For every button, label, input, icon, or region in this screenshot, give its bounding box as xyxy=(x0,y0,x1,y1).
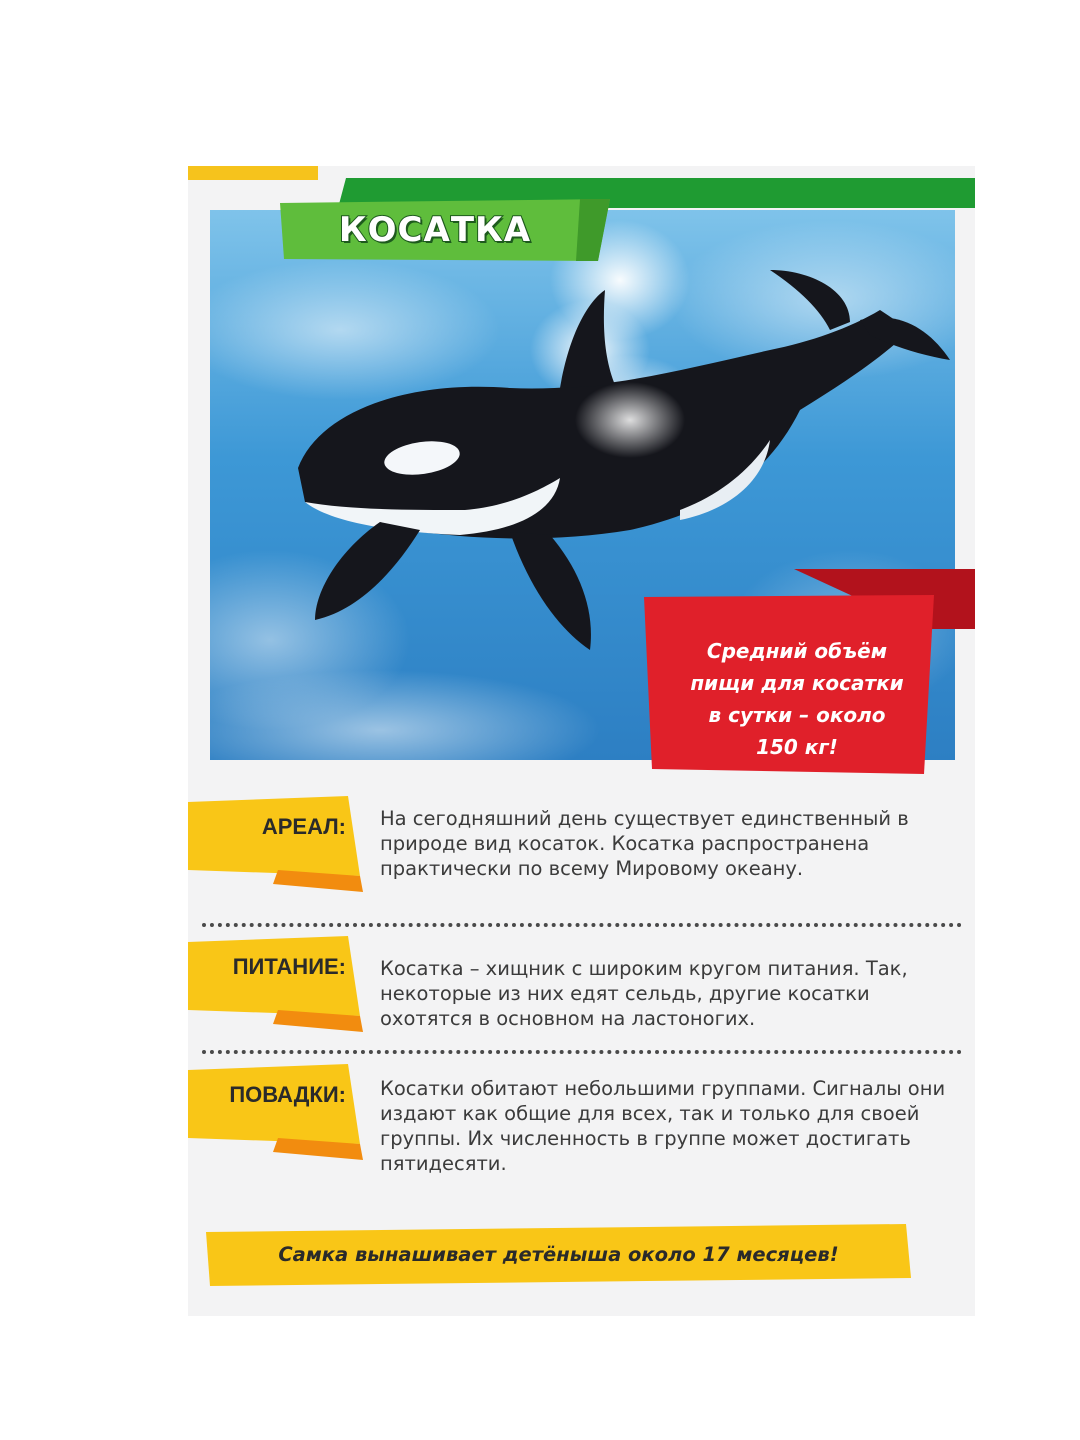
food-fact-text: Средний объём пищи для косатки в сутки – около 150 кг! xyxy=(690,639,904,759)
card-title: КОСАТКА xyxy=(338,210,532,250)
dotted-divider xyxy=(202,923,962,927)
label-areal: АРЕАЛ: xyxy=(261,814,346,839)
label-tag-povadki xyxy=(188,1064,363,1160)
text-povadki: Косатки обитают небольшими группами. Сигналы они издают как общие для всех, так и только для своей группы. Их численность в группе может достигать пятидесяти. xyxy=(380,1077,946,1175)
title-tag xyxy=(280,199,610,261)
animal-card xyxy=(188,166,975,1316)
bottom-note-banner xyxy=(206,1224,911,1286)
label-tag-pitanie xyxy=(188,936,363,1032)
text-areal: На сегодняшний день существует единственный в природе вид косаток. Косатка распространена практически по всему Мировому океану. xyxy=(380,807,909,880)
bottom-note: Самка вынашивает детёныша около 17 месяцев! xyxy=(278,1243,839,1266)
dotted-divider xyxy=(202,1050,962,1054)
food-fact-box xyxy=(644,569,975,774)
label-tag-areal xyxy=(188,796,363,892)
label-pitanie: ПИТАНИЕ: xyxy=(232,954,346,979)
label-povadki: ПОВАДКИ: xyxy=(229,1082,346,1107)
text-pitanie: Косатка – хищник с широким кругом питания. Так, некоторые из них едят сельдь, другие косатки охотятся в основном на ластоногих. xyxy=(380,957,908,1030)
top-yellow-stripe xyxy=(188,166,318,180)
